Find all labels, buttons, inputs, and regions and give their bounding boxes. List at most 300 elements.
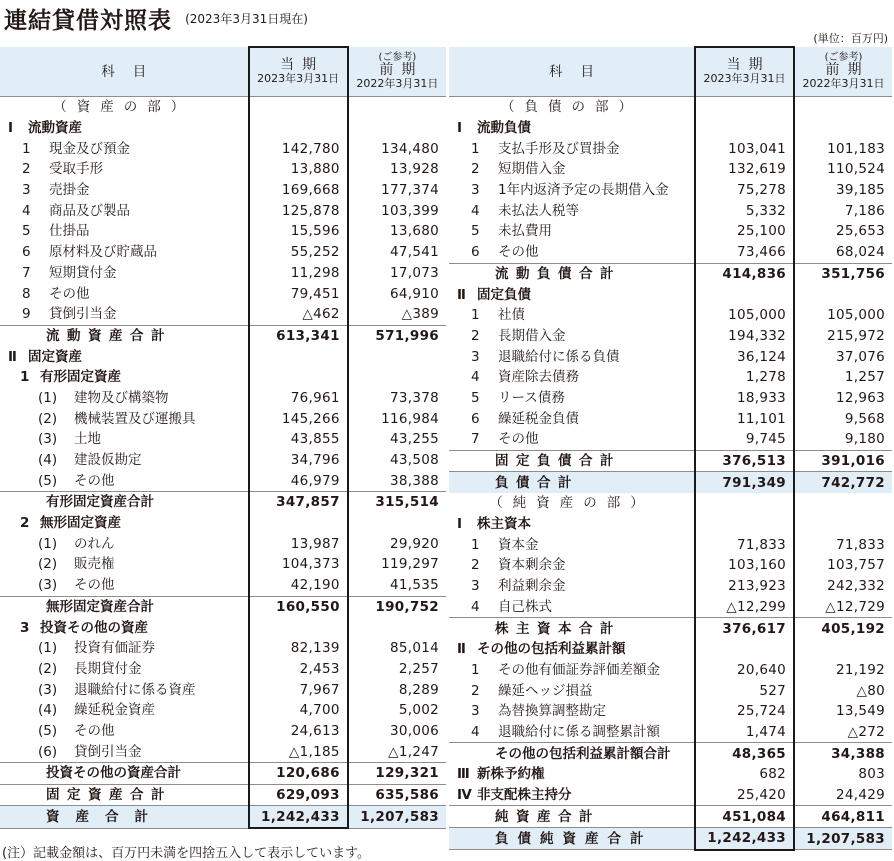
previous-value: 129,321 (348, 763, 446, 785)
previous-value (794, 493, 892, 514)
section-row (449, 493, 892, 514)
account-name (449, 618, 695, 639)
previous-value: 742,772 (794, 472, 892, 493)
header-current (249, 47, 348, 97)
account-name (0, 346, 249, 367)
table-header (0, 47, 446, 97)
account-number: 9 (22, 306, 31, 323)
current-value: 451,084 (695, 806, 794, 828)
account-label: その他有価証券評価差額金 (498, 661, 660, 678)
as-of-date: (2023年3月31日現在) (185, 12, 308, 26)
account-name (0, 533, 249, 554)
previous-value: 103,399 (381, 202, 439, 219)
table-row (449, 138, 892, 159)
current-value: 791,349 (695, 472, 794, 493)
account-number: (3) (38, 577, 58, 594)
account-number: Ⅰ (8, 120, 14, 137)
account-label: 自己株式 (498, 598, 552, 615)
account-label: 固定負債合計 (495, 453, 621, 470)
table-row (0, 408, 446, 429)
account-label: その他の包括利益累計額合計 (495, 745, 671, 762)
account-name (0, 554, 249, 575)
table-row (0, 721, 446, 742)
account-name (449, 388, 695, 409)
account-label: 土地 (74, 431, 101, 448)
account-name (0, 784, 249, 806)
account-label: 株主資本合計 (495, 620, 621, 637)
table-row (449, 722, 892, 743)
account-label: 流動負債 (477, 120, 531, 137)
previous-value (794, 639, 892, 660)
subcat-row (0, 367, 446, 388)
previous-value: 5,002 (398, 702, 439, 719)
account-name (0, 263, 249, 284)
current-value: △462 (249, 304, 348, 325)
previous-value: 13,549 (835, 703, 885, 720)
current-value: 103,160 (695, 555, 794, 576)
account-name (449, 97, 695, 118)
account-label: その他 (74, 577, 115, 594)
current-value: 82,139 (249, 638, 348, 659)
previous-value: 1,257 (844, 369, 885, 386)
current-value: 25,420 (695, 785, 794, 806)
previous-value: 1,207,583 (794, 828, 892, 850)
account-name (449, 514, 695, 535)
current-value: 46,979 (249, 470, 348, 491)
current-value: 142,780 (249, 138, 348, 159)
account-number: Ⅰ (457, 120, 463, 137)
account-label: 利益剰余金 (498, 578, 566, 595)
account-number: 3 (471, 182, 480, 199)
account-label: 貸倒引当金 (49, 306, 117, 323)
account-label: 原材料及び貯蔵品 (49, 244, 157, 261)
table-row (449, 701, 892, 722)
previous-value: △389 (401, 306, 439, 323)
previous-value: 13,680 (389, 223, 439, 240)
current-value: 103,041 (695, 138, 794, 159)
current-value: 105,000 (695, 305, 794, 326)
account-label: 負債合計 (495, 474, 579, 491)
current-value: 1,278 (695, 367, 794, 388)
account-name (0, 450, 249, 471)
previous-value: 24,429 (835, 787, 885, 804)
account-label: 受取手形 (49, 161, 103, 178)
previous-value: 38,388 (389, 472, 439, 489)
account-name (0, 617, 249, 638)
previous-value: 1,207,583 (348, 806, 446, 828)
account-label: のれん (74, 535, 115, 552)
table-row (449, 346, 892, 367)
account-number: 1 (471, 536, 480, 553)
cat-row (449, 284, 892, 305)
table-row (0, 283, 446, 304)
table-row (0, 659, 446, 680)
table-row (449, 180, 892, 201)
previous-value: 71,833 (835, 536, 885, 553)
account-label: 無形固定資産 (40, 515, 121, 532)
account-number: 3 (471, 578, 480, 595)
document-title: 連結貸借対照表 (4, 8, 172, 34)
account-name (449, 701, 695, 722)
account-label: 退職給付に係る調整累計額 (498, 723, 660, 740)
account-label: 株主資本 (477, 516, 531, 533)
table-row (0, 221, 446, 242)
account-label: リース債務 (498, 389, 565, 406)
previous-value: 119,297 (381, 556, 439, 573)
account-name (449, 764, 695, 785)
current-value: 5,332 (695, 200, 794, 221)
account-label: 建設仮勘定 (74, 452, 142, 469)
account-number: (5) (38, 472, 58, 489)
previous-value: 64,910 (389, 285, 439, 302)
sub-row (0, 492, 446, 513)
table-row (0, 200, 446, 221)
current-value: 1,242,433 (249, 806, 348, 828)
account-name (0, 575, 249, 596)
table-row (449, 597, 892, 618)
account-number: 4 (471, 598, 480, 615)
account-label: 固定負債 (477, 286, 531, 303)
section-row (449, 97, 892, 118)
current-value (695, 514, 794, 535)
previous-value: 405,192 (794, 618, 892, 639)
account-label: 資産合計 (46, 808, 164, 825)
current-value: 376,513 (695, 450, 794, 472)
account-number: 5 (471, 223, 480, 240)
current-value: 682 (695, 764, 794, 785)
table-row (449, 242, 892, 263)
current-value: 20,640 (695, 660, 794, 681)
current-value: 414,836 (695, 263, 794, 284)
table-row (0, 429, 446, 450)
table-row (449, 576, 892, 597)
account-number: (2) (38, 556, 58, 573)
account-number: (2) (38, 660, 58, 677)
subcat-row (0, 513, 446, 534)
account-label: 1年内返済予定の長期借入金 (498, 182, 669, 199)
current-value: 48,365 (695, 743, 794, 764)
table-row (0, 242, 446, 263)
current-value (695, 639, 794, 660)
current-value: 132,619 (695, 159, 794, 180)
account-number: 1 (471, 140, 480, 157)
account-number: 3 (471, 348, 480, 365)
current-value: 11,101 (695, 408, 794, 429)
account-label: 繰延税金資産 (74, 702, 155, 719)
account-label: 有形固定資産合計 (46, 494, 154, 511)
previous-value (348, 367, 446, 388)
account-number: 2 (471, 161, 480, 178)
current-value: 1,242,433 (695, 828, 794, 850)
header-reference: (ご参考) (378, 52, 417, 63)
account-name (449, 785, 695, 806)
header-current-label: 当期 (280, 57, 325, 73)
account-name (449, 743, 695, 764)
account-label: 非支配株主持分 (477, 787, 572, 804)
table-row (449, 429, 892, 450)
account-name (0, 429, 249, 450)
previous-value: 85,014 (389, 640, 439, 657)
account-number: (4) (38, 452, 58, 469)
account-label: 仕掛品 (49, 223, 90, 240)
previous-value: △80 (856, 682, 885, 699)
account-label: その他の包括利益累計額 (477, 641, 626, 658)
account-name (449, 555, 695, 576)
previous-value: 34,388 (794, 743, 892, 764)
sub-row (449, 450, 892, 472)
account-label: 支払手形及び買掛金 (498, 140, 620, 157)
previous-value (348, 97, 446, 118)
previous-value: 37,076 (835, 348, 885, 365)
previous-value: 177,374 (381, 182, 439, 199)
previous-value: 103,757 (827, 557, 885, 574)
previous-value: 9,180 (844, 431, 885, 448)
account-label: その他 (49, 285, 90, 302)
account-number: 2 (471, 557, 480, 574)
sub-row (449, 263, 892, 284)
account-label: 短期借入金 (498, 161, 566, 178)
cat-row (449, 639, 892, 660)
current-value: 36,124 (695, 346, 794, 367)
account-number: 5 (471, 389, 480, 406)
table-row (0, 159, 446, 180)
previous-value: 7,186 (844, 202, 885, 219)
account-name (449, 639, 695, 660)
sub-row (0, 763, 446, 785)
account-name (0, 283, 249, 304)
account-label: 短期貸付金 (49, 264, 117, 281)
account-name (0, 638, 249, 659)
account-label: 流動負債合計 (495, 265, 621, 282)
previous-value: 571,996 (348, 325, 446, 346)
current-value: 1,474 (695, 722, 794, 743)
cat-row (449, 118, 892, 139)
current-value: 9,745 (695, 429, 794, 450)
cat-row (0, 118, 446, 139)
current-value: 25,100 (695, 221, 794, 242)
liabilities-equity-table (449, 46, 892, 851)
account-number: (5) (38, 722, 58, 739)
account-name (449, 118, 695, 139)
current-value: 25,724 (695, 701, 794, 722)
account-label: 貸倒引当金 (74, 743, 142, 760)
current-value: 347,857 (249, 492, 348, 513)
table-header (449, 47, 892, 97)
account-label: （純資産の部） (489, 495, 654, 512)
account-label: 純資産合計 (495, 808, 600, 825)
header-account: 科目 (0, 47, 249, 97)
account-number: Ⅱ (8, 348, 17, 365)
current-value (695, 493, 794, 514)
account-label: その他 (74, 472, 115, 489)
sub-row (0, 596, 446, 617)
account-label: 無形固定資産合計 (46, 598, 154, 615)
current-value: 629,093 (249, 784, 348, 806)
current-value: 13,987 (249, 533, 348, 554)
account-number: 2 (471, 327, 480, 344)
sub-row (449, 618, 892, 639)
current-value (695, 97, 794, 118)
account-name (449, 221, 695, 242)
account-label: （資産の部） (53, 99, 195, 116)
account-number: 6 (471, 410, 480, 427)
account-name (449, 680, 695, 701)
previous-value: 9,568 (844, 410, 885, 427)
previous-value: 39,185 (835, 182, 885, 199)
cat-row (0, 346, 446, 367)
account-name (449, 138, 695, 159)
account-label: 資産除去債務 (498, 369, 579, 386)
table-row (449, 408, 892, 429)
account-label: 長期借入金 (498, 327, 566, 344)
current-value: 169,668 (249, 180, 348, 201)
account-label: 流動資産 (28, 120, 82, 137)
account-label: 繰延税金負債 (498, 410, 579, 427)
sub-row (0, 784, 446, 806)
table-row (0, 263, 446, 284)
table-row (449, 305, 892, 326)
previous-value: 68,024 (835, 244, 885, 261)
account-number: 4 (471, 723, 480, 740)
sub-row (449, 743, 892, 764)
account-name (449, 346, 695, 367)
account-label: 資本金 (498, 536, 539, 553)
account-name (449, 180, 695, 201)
account-number: 3 (22, 182, 31, 199)
current-value (249, 118, 348, 139)
account-label: 資本剰余金 (498, 557, 566, 574)
account-label: 固定資産 (28, 348, 82, 365)
account-number: Ⅱ (457, 286, 466, 303)
account-label: 長期貸付金 (74, 660, 142, 677)
current-value: 104,373 (249, 554, 348, 575)
previous-value: 41,535 (389, 577, 439, 594)
current-value: △12,299 (695, 597, 794, 618)
header-current (695, 47, 794, 97)
account-label: 投資その他の資産 (40, 619, 148, 636)
title-block (4, 2, 308, 36)
account-name (449, 534, 695, 555)
previous-value: 73,378 (389, 389, 439, 406)
account-name (0, 304, 249, 325)
account-label: 機械装置及び運搬具 (74, 410, 196, 427)
cat-row (449, 785, 892, 806)
header-previous-date: 2022年3月31日 (802, 77, 885, 90)
header-current-label: 当期 (726, 57, 771, 73)
table-row (0, 679, 446, 700)
account-label: 投資その他の資産合計 (46, 765, 181, 782)
account-number: (1) (38, 535, 58, 552)
previous-value (348, 513, 446, 534)
account-name (449, 242, 695, 263)
account-name (0, 138, 249, 159)
account-name (449, 493, 695, 514)
current-value (249, 617, 348, 638)
current-value: 213,923 (695, 576, 794, 597)
previous-value: △12,729 (825, 598, 885, 615)
current-value: 613,341 (249, 325, 348, 346)
table-row (449, 555, 892, 576)
current-value: 34,796 (249, 450, 348, 471)
account-number: Ⅲ (457, 766, 470, 783)
header-previous-date: 2022年3月31日 (356, 77, 439, 90)
previous-value: 21,192 (835, 661, 885, 678)
assets-body (0, 97, 446, 829)
account-name (449, 660, 695, 681)
previous-value: 190,752 (348, 596, 446, 617)
account-label: 未払費用 (498, 223, 552, 240)
header-previous-label: 前期 (379, 62, 424, 78)
account-number: 8 (22, 285, 31, 302)
account-label: その他 (498, 431, 539, 448)
subcat-row (0, 617, 446, 638)
header-account: 科目 (449, 47, 695, 97)
current-value: 7,967 (249, 679, 348, 700)
unit-note: (単位：百万円) (813, 32, 888, 45)
account-name (0, 118, 249, 139)
sub-row (0, 325, 446, 346)
table-row (449, 534, 892, 555)
table-row (0, 638, 446, 659)
account-name (0, 221, 249, 242)
account-label: 新株予約権 (477, 766, 545, 783)
current-value: 55,252 (249, 242, 348, 263)
previous-value: 47,541 (389, 244, 439, 261)
account-name (449, 159, 695, 180)
table-row (449, 680, 892, 701)
previous-value: 105,000 (827, 307, 885, 324)
cat-row (449, 764, 892, 785)
account-name (0, 659, 249, 680)
current-value: 24,613 (249, 721, 348, 742)
account-name (0, 513, 249, 534)
cat-row (449, 514, 892, 535)
account-label: 退職給付に係る資産 (74, 681, 196, 698)
current-value (249, 367, 348, 388)
table-row (449, 159, 892, 180)
table-row (0, 180, 446, 201)
account-label: 販売権 (74, 556, 115, 573)
account-name (449, 429, 695, 450)
account-number: 7 (22, 264, 31, 281)
previous-value: 803 (858, 766, 885, 783)
account-label: 負債純資産合計 (495, 830, 653, 847)
table-row (0, 741, 446, 762)
account-number: (6) (38, 743, 58, 760)
account-name (0, 721, 249, 742)
account-number: 1 (471, 307, 480, 324)
account-name (0, 492, 249, 513)
account-name (0, 806, 249, 828)
account-name (0, 159, 249, 180)
table-row (0, 388, 446, 409)
account-name (449, 367, 695, 388)
current-value: 376,617 (695, 618, 794, 639)
account-label: 投資有価証券 (74, 640, 155, 657)
current-value: 71,833 (695, 534, 794, 555)
previous-value (348, 346, 446, 367)
current-value (249, 97, 348, 118)
account-name (449, 806, 695, 828)
current-value (249, 346, 348, 367)
grand-row (0, 806, 446, 828)
previous-value: 12,963 (835, 389, 885, 406)
account-name (449, 284, 695, 305)
account-name (0, 700, 249, 721)
previous-value: 635,586 (348, 784, 446, 806)
table-row (449, 660, 892, 681)
table-row (0, 450, 446, 471)
